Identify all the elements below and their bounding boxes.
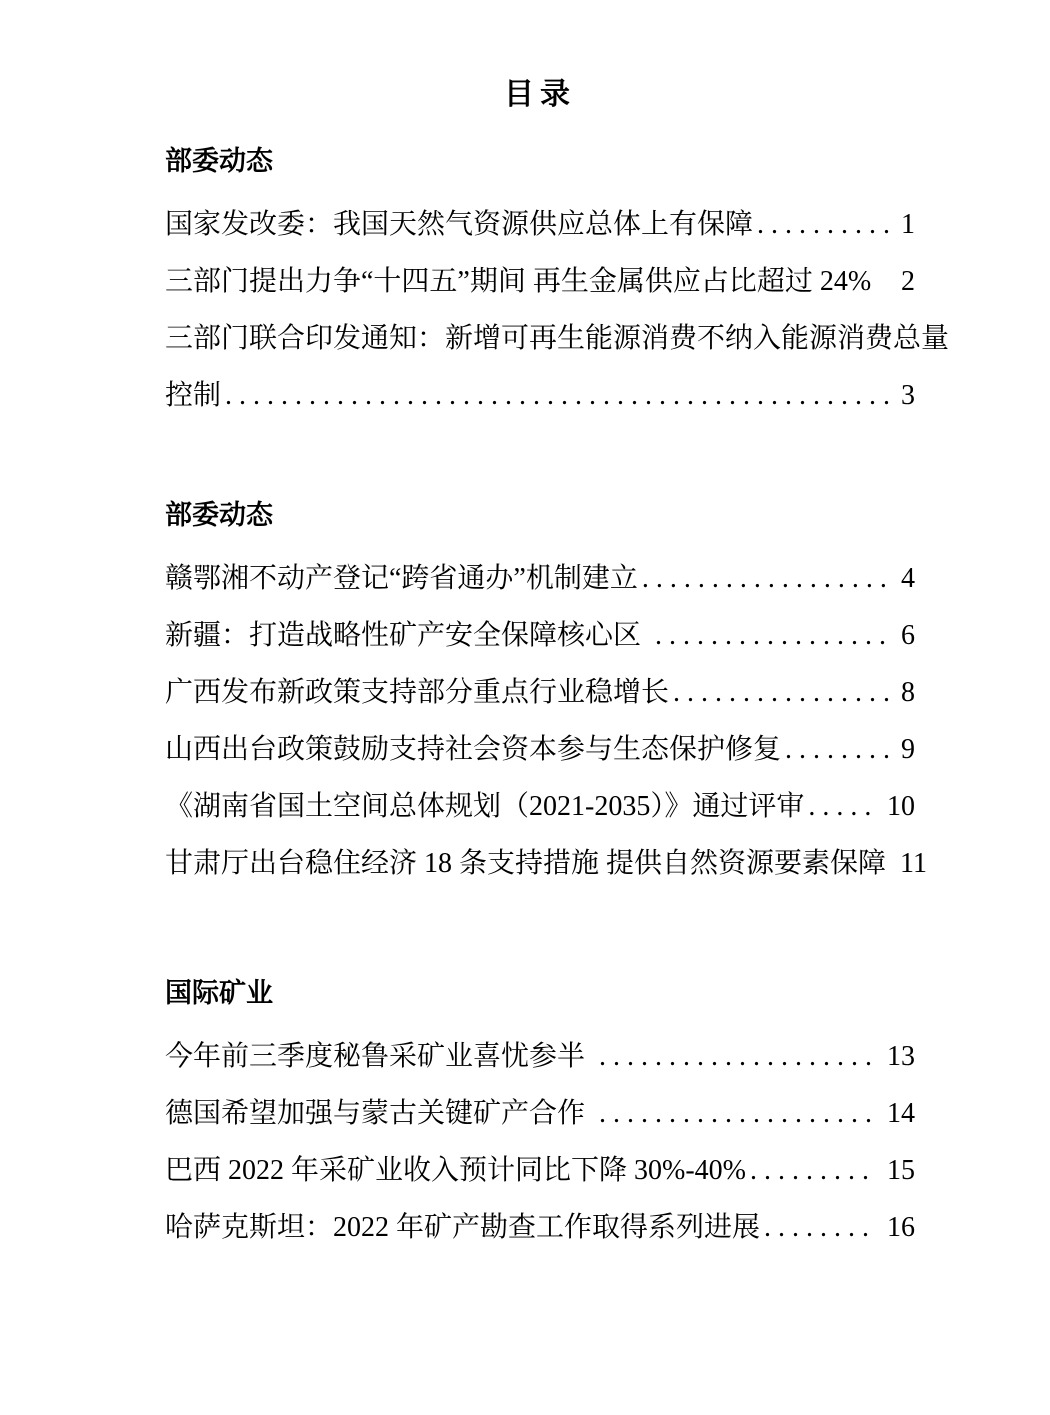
toc-leader-dots [655, 607, 889, 664]
toc-entry[interactable] [165, 196, 915, 253]
toc-leader-dots [599, 1085, 877, 1142]
toc-entry-text: 甘肃厅出台稳住经济 18 条支持措施 提供自然资源要素保障 [165, 848, 887, 879]
toc-entry-text: 《湖南省国土空间总体规划（2021-2035）》通过评审 [165, 791, 805, 822]
toc-page-number: 6 [901, 620, 915, 651]
toc-entry-text: 哈萨克斯坦：2022 年矿产勘查工作取得系列进展 [165, 1212, 761, 1243]
toc-section [165, 144, 950, 424]
toc-entry-text: 三部门提出力争“十四五”期间 再生金属供应占比超过 24% [165, 266, 872, 297]
toc-entry-text: 山西出台政策鼓励支持社会资本参与生态保护修复 [165, 734, 782, 765]
toc-entry[interactable] [165, 367, 915, 424]
toc-entry[interactable] [165, 778, 915, 835]
toc-entry-text: 国家发改委：我国天然气资源供应总体上有保障 [165, 209, 754, 240]
toc-leader-dots [785, 721, 889, 778]
toc-entry[interactable] [165, 835, 927, 892]
toc-page-number: 3 [901, 380, 915, 411]
toc-section [165, 498, 927, 892]
toc-leader-dots [642, 550, 889, 607]
toc-leader-dots [225, 367, 889, 424]
toc-entry[interactable] [165, 1085, 915, 1142]
toc-entry[interactable] [165, 607, 915, 664]
toc-page-number: 14 [887, 1098, 915, 1129]
toc-entry[interactable] [165, 1199, 915, 1256]
toc-leader-dots [757, 196, 889, 253]
toc-page-number: 15 [887, 1155, 915, 1186]
toc-page-number: 10 [887, 791, 915, 822]
toc-entry[interactable] [165, 550, 915, 607]
toc-page-number: 13 [887, 1041, 915, 1072]
toc-entry[interactable] [165, 310, 950, 367]
toc-entry[interactable] [165, 721, 915, 778]
toc-page-number: 2 [901, 266, 915, 297]
section-heading: 国际矿业 [165, 978, 273, 1008]
toc-leader-dots [673, 664, 889, 721]
toc-page-number: 16 [887, 1212, 915, 1243]
toc-entry-text: 控制 [165, 380, 222, 411]
section-heading: 部委动态 [165, 146, 273, 176]
toc-leader-dots [808, 778, 877, 835]
toc-leader-dots [599, 1028, 877, 1085]
toc-leader-dots [764, 1199, 877, 1256]
toc-container [165, 144, 950, 1256]
toc-page-number: 1 [901, 209, 915, 240]
toc-entry-text: 今年前三季度秘鲁采矿业喜忧参半 [165, 1041, 586, 1072]
toc-entry-text: 广西发布新政策支持部分重点行业稳增长 [165, 677, 670, 708]
toc-entry-text: 三部门联合印发通知：新增可再生能源消费不纳入能源消费总量 [165, 323, 950, 354]
section-heading: 部委动态 [165, 500, 273, 530]
toc-page-number: 9 [901, 734, 915, 765]
toc-entry[interactable] [165, 1028, 915, 1085]
toc-entry-text: 巴西 2022 年采矿业收入预计同比下降 30%-40% [165, 1155, 746, 1186]
toc-entry[interactable] [165, 253, 915, 310]
toc-entry-text: 新疆：打造战略性矿产安全保障核心区 [165, 620, 642, 651]
toc-section [165, 976, 915, 1256]
toc-page-number: 11 [900, 848, 927, 879]
toc-entry[interactable] [165, 1142, 915, 1199]
toc-entry[interactable] [165, 664, 915, 721]
toc-entry-text: 赣鄂湘不动产登记“跨省通办”机制建立 [165, 563, 638, 594]
toc-entry-text: 德国希望加强与蒙古关键矿产合作 [165, 1098, 586, 1129]
toc-page-number: 4 [901, 563, 915, 594]
toc-leader-dots [750, 1142, 877, 1199]
page-title: 目录 [504, 78, 576, 111]
toc-page-number: 8 [901, 677, 915, 708]
